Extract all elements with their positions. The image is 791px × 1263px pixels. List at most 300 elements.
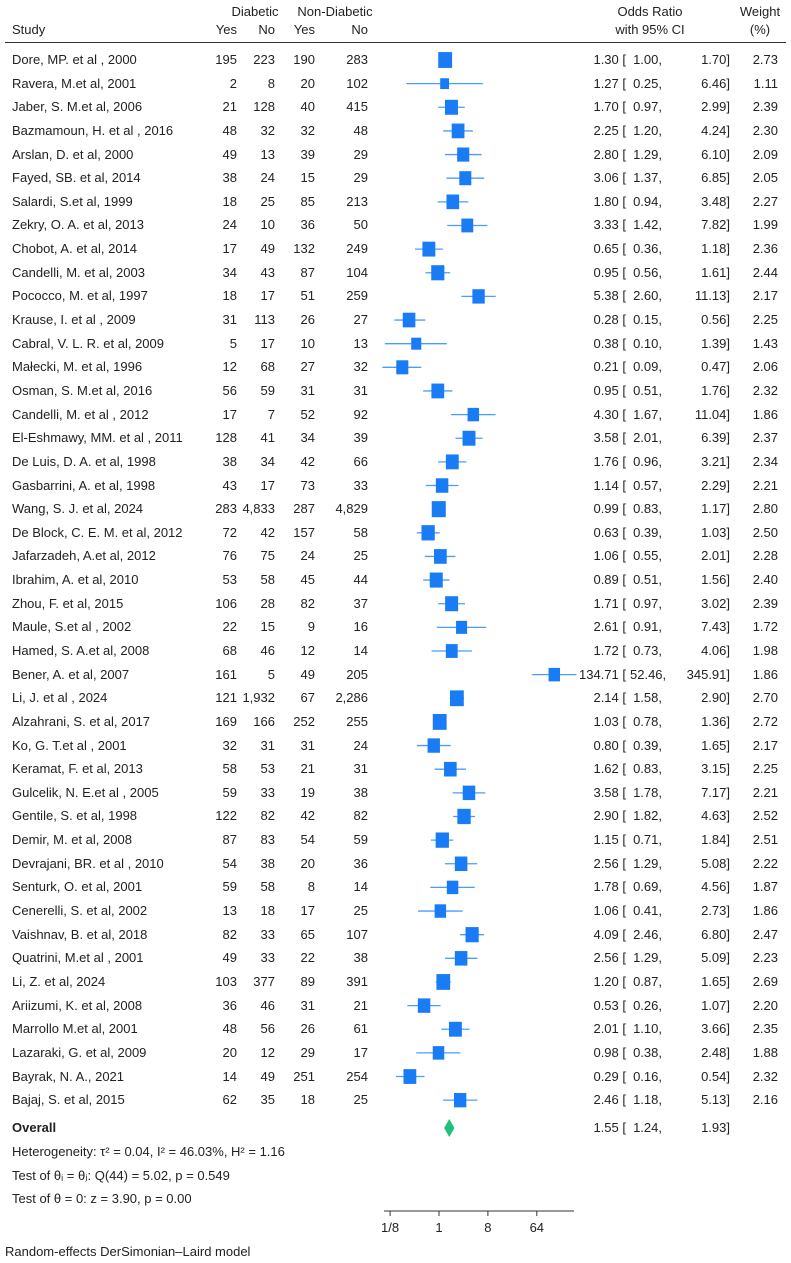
diabetic-no-count: 83 bbox=[260, 832, 275, 848]
odds-ratio-value: 0.98 [ bbox=[593, 1044, 626, 1060]
weight-value: 2.23 bbox=[752, 950, 778, 966]
study-name: Jafarzadeh, A.et al, 2012 bbox=[12, 548, 156, 564]
nondiabetic-yes-count: 24 bbox=[300, 548, 315, 564]
nondiabetic-yes-count: 65 bbox=[300, 926, 315, 942]
diabetic-yes-count: 12 bbox=[222, 359, 237, 375]
ci-upper-value: 7.82] bbox=[701, 217, 730, 233]
study-box bbox=[446, 644, 458, 658]
nondiabetic-yes-count: 15 bbox=[300, 170, 315, 186]
odds-ratio-value: 0.80 [ bbox=[593, 737, 626, 753]
weight-value: 2.22 bbox=[752, 855, 778, 871]
nondiabetic-yes-count: 31 bbox=[300, 997, 315, 1013]
study-box bbox=[444, 762, 457, 777]
diabetic-yes-count: 48 bbox=[222, 122, 237, 138]
diabetic-yes-count: 82 bbox=[222, 926, 237, 942]
weight-value: 1.43 bbox=[752, 335, 778, 351]
ci-upper-value: 6.10] bbox=[701, 146, 730, 162]
nondiabetic-no-count: 58 bbox=[353, 524, 368, 540]
weight-value: 2.39 bbox=[752, 99, 778, 115]
odds-ratio-value: 1.70 [ bbox=[593, 99, 626, 115]
odds-ratio-value: 1.15 [ bbox=[593, 832, 626, 848]
ci-lower-value: 1.10, bbox=[633, 1021, 662, 1037]
nondiabetic-no-count: 102 bbox=[346, 75, 368, 91]
diabetic-yes-count: 13 bbox=[222, 903, 237, 919]
weight-value: 1.11 bbox=[753, 75, 778, 91]
ci-lower-value: 0.91, bbox=[633, 619, 662, 635]
diabetic-yes-count: 2 bbox=[229, 75, 237, 91]
study-name: Zekry, O. A. et al, 2013 bbox=[12, 217, 144, 233]
ci-upper-value: 5.13] bbox=[701, 1092, 730, 1108]
header-nondiabetic-yes: Yes bbox=[293, 22, 315, 37]
study-box bbox=[466, 927, 479, 942]
study-name: Ravera, M.et al, 2001 bbox=[12, 75, 137, 91]
diabetic-no-count: 17 bbox=[260, 288, 275, 304]
ci-upper-value: 3.66] bbox=[701, 1021, 730, 1037]
odds-ratio-value: 5.38 [ bbox=[593, 288, 626, 304]
weight-value: 1.99 bbox=[752, 217, 778, 233]
weight-value: 2.36 bbox=[752, 241, 778, 257]
nondiabetic-no-count: 29 bbox=[353, 170, 368, 186]
odds-ratio-value: 4.09 [ bbox=[593, 926, 626, 942]
diabetic-yes-count: 283 bbox=[215, 501, 237, 517]
diabetic-yes-count: 122 bbox=[215, 808, 237, 824]
nondiabetic-yes-count: 45 bbox=[300, 572, 315, 588]
nondiabetic-no-count: 254 bbox=[346, 1068, 368, 1084]
diabetic-no-count: 28 bbox=[260, 595, 275, 611]
ci-upper-value: 2.29] bbox=[701, 477, 730, 493]
study-name: Hamed, S. A.et al, 2008 bbox=[12, 643, 150, 658]
odds-ratio-value: 0.95 [ bbox=[593, 264, 626, 280]
diabetic-no-count: 18 bbox=[260, 903, 275, 919]
diabetic-yes-count: 121 bbox=[215, 690, 237, 706]
diabetic-no-count: 8 bbox=[267, 75, 275, 91]
ci-upper-value: 6.80] bbox=[701, 926, 730, 942]
nondiabetic-no-count: 36 bbox=[353, 855, 368, 871]
study-name: Ko, G. T.et al , 2001 bbox=[12, 737, 127, 753]
nondiabetic-yes-count: 52 bbox=[300, 406, 315, 422]
diabetic-no-count: 49 bbox=[260, 1068, 275, 1084]
odds-ratio-value: 1.72 [ bbox=[593, 643, 626, 658]
study-name: Jaber, S. M.et al, 2006 bbox=[12, 99, 143, 115]
odds-ratio-value: 0.28 [ bbox=[593, 312, 626, 328]
nondiabetic-no-count: 29 bbox=[353, 146, 368, 162]
odds-ratio-value: 2.01 [ bbox=[593, 1021, 626, 1037]
ci-upper-value: 5.08] bbox=[701, 855, 730, 871]
nondiabetic-no-count: 391 bbox=[346, 973, 368, 989]
ci-upper-value: 11.13] bbox=[694, 288, 730, 304]
study-name: Pococco, M. et al, 1997 bbox=[12, 288, 148, 304]
ci-lower-value: 52.46, bbox=[630, 666, 667, 682]
odds-ratio-value: 2.46 [ bbox=[593, 1092, 626, 1108]
overall-or-value: 1.55 bbox=[593, 1120, 619, 1135]
ci-lower-value: 0.51, bbox=[633, 382, 662, 398]
odds-ratio-value: 0.21 [ bbox=[593, 359, 626, 375]
test-zero-stats: Test of θ = 0: z = 3.90, p = 0.00 bbox=[12, 1191, 192, 1206]
odds-ratio-value: 0.38 [ bbox=[593, 335, 626, 351]
study-name: De Block, C. E. M. et al, 2012 bbox=[12, 524, 183, 540]
ci-upper-value: 1.65] bbox=[701, 737, 730, 753]
nondiabetic-yes-count: 8 bbox=[307, 879, 315, 895]
odds-ratio-value: 1.06 [ bbox=[593, 548, 626, 564]
diabetic-no-count: 31 bbox=[260, 737, 275, 753]
study-name: Maule, S.et al , 2002 bbox=[12, 619, 132, 635]
odds-ratio-value: 1.71 [ bbox=[593, 595, 626, 611]
ci-upper-value: 1.03] bbox=[701, 524, 730, 540]
ci-lower-value: 1.00, bbox=[633, 52, 662, 67]
weight-value: 2.35 bbox=[752, 1021, 778, 1037]
nondiabetic-no-count: 37 bbox=[353, 595, 368, 611]
ci-upper-value: 4.56] bbox=[701, 879, 730, 895]
diabetic-yes-count: 72 bbox=[222, 524, 237, 540]
nondiabetic-yes-count: 251 bbox=[293, 1068, 315, 1084]
odds-ratio-value: 1.20 [ bbox=[593, 973, 626, 989]
study-box bbox=[446, 454, 459, 469]
odds-ratio-value: 1.80 [ bbox=[593, 193, 626, 209]
ci-upper-value: 2.99] bbox=[701, 99, 730, 115]
nondiabetic-yes-count: 49 bbox=[300, 666, 315, 682]
ci-upper-value: 2.73] bbox=[701, 903, 730, 919]
nondiabetic-yes-count: 51 bbox=[300, 288, 315, 304]
ci-upper-value: 1.76] bbox=[701, 382, 730, 398]
ci-upper-value: 2.90] bbox=[701, 690, 730, 706]
study-box bbox=[418, 998, 430, 1012]
weight-value: 2.37 bbox=[752, 430, 778, 446]
diabetic-yes-count: 48 bbox=[222, 1021, 237, 1037]
ci-upper-value: 6.85] bbox=[701, 170, 730, 186]
ci-lower-value: 0.36, bbox=[633, 241, 662, 257]
nondiabetic-no-count: 17 bbox=[353, 1044, 368, 1060]
weight-value: 2.32 bbox=[752, 382, 778, 398]
nondiabetic-yes-count: 26 bbox=[300, 312, 315, 328]
ci-lower-value: 1.29, bbox=[633, 855, 662, 871]
nondiabetic-no-count: 50 bbox=[353, 217, 368, 233]
diabetic-no-count: 17 bbox=[260, 335, 275, 351]
study-box bbox=[445, 596, 458, 611]
weight-value: 2.21 bbox=[752, 477, 778, 493]
ci-lower-value: 0.97, bbox=[633, 99, 662, 115]
nondiabetic-yes-count: 31 bbox=[300, 737, 315, 753]
weight-value: 2.09 bbox=[752, 146, 778, 162]
weight-value: 2.25 bbox=[752, 312, 778, 328]
diabetic-no-count: 68 bbox=[260, 359, 275, 375]
odds-ratio-value: 2.61 [ bbox=[593, 619, 626, 635]
study-box bbox=[431, 384, 444, 399]
odds-ratio-value: 2.90 [ bbox=[593, 808, 626, 824]
nondiabetic-no-count: 31 bbox=[353, 761, 368, 777]
nondiabetic-no-count: 14 bbox=[353, 643, 368, 658]
header-diabetic-no: No bbox=[258, 22, 275, 37]
diabetic-yes-count: 58 bbox=[222, 761, 237, 777]
diabetic-no-count: 12 bbox=[260, 1044, 275, 1060]
nondiabetic-no-count: 48 bbox=[353, 122, 368, 138]
diabetic-no-count: 17 bbox=[260, 477, 275, 493]
diabetic-no-count: 34 bbox=[260, 453, 275, 469]
weight-value: 2.16 bbox=[752, 1092, 778, 1108]
nondiabetic-no-count: 104 bbox=[346, 264, 368, 280]
nondiabetic-no-count: 205 bbox=[346, 666, 368, 682]
nondiabetic-no-count: 259 bbox=[346, 288, 368, 304]
study-name: Cenerelli, S. et al, 2002 bbox=[12, 903, 148, 919]
study-name: Salardi, S.et al, 1999 bbox=[12, 193, 133, 209]
study-box bbox=[457, 809, 470, 824]
study-name: Devrajani, BR. et al , 2010 bbox=[12, 855, 164, 871]
odds-ratio-value: 2.80 [ bbox=[593, 146, 626, 162]
nondiabetic-no-count: 82 bbox=[353, 808, 368, 824]
ci-lower-value: 2.60, bbox=[633, 288, 662, 304]
diabetic-yes-count: 128 bbox=[215, 430, 237, 446]
diabetic-no-count: 4,833 bbox=[242, 501, 275, 517]
diabetic-no-count: 1,932 bbox=[242, 690, 275, 706]
study-box bbox=[430, 573, 443, 588]
ci-lower-value: 0.38, bbox=[633, 1044, 662, 1060]
ci-upper-value: 1.56] bbox=[701, 572, 730, 588]
ci-upper-value: 7.17] bbox=[701, 784, 730, 800]
odds-ratio-value: 2.56 [ bbox=[593, 950, 626, 966]
diabetic-no-count: 42 bbox=[260, 524, 275, 540]
diabetic-no-count: 46 bbox=[260, 997, 275, 1013]
study-box bbox=[403, 313, 416, 328]
diabetic-no-count: 58 bbox=[260, 879, 275, 895]
diabetic-no-count: 377 bbox=[253, 973, 275, 989]
ci-upper-value: 3.15] bbox=[701, 761, 730, 777]
ci-lower-value: 0.16, bbox=[633, 1068, 662, 1084]
nondiabetic-yes-count: 252 bbox=[293, 713, 315, 729]
diabetic-no-count: 13 bbox=[260, 146, 275, 162]
study-box bbox=[445, 100, 458, 115]
study-box bbox=[438, 52, 452, 68]
study-box bbox=[396, 360, 408, 374]
study-box bbox=[450, 690, 464, 706]
diabetic-yes-count: 34 bbox=[222, 264, 237, 280]
nondiabetic-yes-count: 85 bbox=[300, 193, 315, 209]
study-name: Gulcelik, N. E.et al , 2005 bbox=[12, 784, 159, 800]
diabetic-yes-count: 43 bbox=[222, 477, 237, 493]
diabetic-yes-count: 87 bbox=[222, 832, 237, 848]
study-name: Quatrini, M.et al , 2001 bbox=[12, 950, 144, 966]
study-box bbox=[433, 714, 447, 730]
study-box bbox=[436, 832, 449, 847]
overall-label: Overall bbox=[12, 1120, 57, 1135]
study-box bbox=[431, 265, 444, 280]
nondiabetic-yes-count: 132 bbox=[293, 241, 315, 257]
ci-lower-value: 0.41, bbox=[633, 903, 662, 919]
study-box bbox=[446, 195, 459, 210]
ci-upper-value: 4.24] bbox=[701, 122, 730, 138]
x-tick-label: 8 bbox=[484, 1220, 492, 1235]
odds-ratio-value: 3.58 [ bbox=[593, 430, 626, 446]
weight-value: 2.27 bbox=[752, 193, 778, 209]
ci-upper-value: 6.46] bbox=[701, 75, 730, 91]
odds-ratio-value: 0.99 [ bbox=[593, 501, 626, 517]
nondiabetic-no-count: 415 bbox=[346, 99, 368, 115]
nondiabetic-yes-count: 36 bbox=[300, 217, 315, 233]
study-box bbox=[435, 904, 446, 917]
ci-upper-value: 2.01] bbox=[701, 548, 730, 564]
study-box bbox=[434, 549, 447, 564]
diabetic-yes-count: 53 bbox=[222, 572, 237, 588]
nondiabetic-yes-count: 21 bbox=[300, 761, 315, 777]
nondiabetic-yes-count: 32 bbox=[300, 122, 315, 138]
diabetic-yes-count: 21 bbox=[222, 99, 237, 115]
weight-value: 2.70 bbox=[752, 690, 778, 706]
study-name: Candelli, M. et al, 2003 bbox=[12, 264, 145, 280]
study-name: Bajaj, S. et al, 2015 bbox=[12, 1092, 125, 1108]
nondiabetic-no-count: 13 bbox=[353, 335, 368, 351]
weight-value: 1.86 bbox=[752, 666, 778, 682]
nondiabetic-no-count: 25 bbox=[353, 1092, 368, 1108]
nondiabetic-yes-count: 89 bbox=[300, 973, 315, 989]
nondiabetic-yes-count: 34 bbox=[300, 430, 315, 446]
nondiabetic-no-count: 16 bbox=[353, 619, 368, 635]
diabetic-no-count: 49 bbox=[260, 241, 275, 257]
weight-value: 2.34 bbox=[752, 453, 778, 469]
ci-upper-value: 0.47] bbox=[701, 359, 730, 375]
nondiabetic-no-count: 38 bbox=[353, 950, 368, 966]
model-footnote: Random-effects DerSimonian–Laird model bbox=[5, 1244, 251, 1259]
overall-or: 1.55 [ bbox=[593, 1120, 626, 1135]
diabetic-yes-count: 49 bbox=[222, 146, 237, 162]
odds-ratio-value: 0.53 [ bbox=[593, 997, 626, 1013]
study-name: Candelli, M. et al , 2012 bbox=[12, 406, 149, 422]
odds-ratio-value: 4.30 [ bbox=[593, 406, 626, 422]
study-name: Ariizumi, K. et al, 2008 bbox=[12, 997, 143, 1013]
nondiabetic-yes-count: 73 bbox=[300, 477, 315, 493]
study-box bbox=[457, 147, 469, 161]
weight-value: 2.69 bbox=[752, 973, 778, 989]
diabetic-no-count: 32 bbox=[260, 122, 275, 138]
weight-value: 2.20 bbox=[752, 997, 778, 1013]
diabetic-yes-count: 17 bbox=[222, 406, 237, 422]
odds-ratio-value: 1.14 [ bbox=[593, 477, 626, 493]
ci-lower-value: 0.26, bbox=[633, 997, 662, 1013]
odds-ratio-value: 1.62 [ bbox=[593, 761, 626, 777]
nondiabetic-no-count: 33 bbox=[353, 477, 368, 493]
odds-ratio-value: 0.65 [ bbox=[593, 241, 626, 257]
study-box bbox=[454, 1093, 466, 1107]
weight-value: 1.87 bbox=[752, 879, 778, 895]
study-box bbox=[455, 857, 468, 872]
weight-value: 2.50 bbox=[752, 524, 778, 540]
diabetic-no-count: 59 bbox=[260, 382, 275, 398]
odds-ratio-value: 3.06 [ bbox=[593, 170, 626, 186]
nondiabetic-yes-count: 27 bbox=[300, 359, 315, 375]
diabetic-no-count: 33 bbox=[260, 784, 275, 800]
nondiabetic-no-count: 25 bbox=[353, 903, 368, 919]
study-name: Demir, M. et al, 2008 bbox=[12, 832, 132, 848]
overall-ci-low: 1.24, bbox=[633, 1120, 662, 1135]
nondiabetic-yes-count: 22 bbox=[300, 950, 315, 966]
nondiabetic-no-count: 213 bbox=[346, 193, 368, 209]
nondiabetic-no-count: 61 bbox=[353, 1021, 368, 1037]
diabetic-no-count: 53 bbox=[260, 761, 275, 777]
nondiabetic-yes-count: 29 bbox=[300, 1044, 315, 1060]
nondiabetic-yes-count: 87 bbox=[300, 264, 315, 280]
diabetic-yes-count: 17 bbox=[222, 241, 237, 257]
ci-lower-value: 0.73, bbox=[633, 643, 662, 658]
odds-ratio-value: 1.78 [ bbox=[593, 879, 626, 895]
nondiabetic-no-count: 27 bbox=[353, 312, 368, 328]
diabetic-no-count: 46 bbox=[260, 643, 275, 658]
ci-lower-value: 1.67, bbox=[633, 406, 662, 422]
diabetic-no-count: 75 bbox=[260, 548, 275, 564]
nondiabetic-yes-count: 12 bbox=[300, 643, 315, 658]
weight-value: 2.17 bbox=[752, 737, 778, 753]
diabetic-no-count: 10 bbox=[260, 217, 275, 233]
diabetic-no-count: 113 bbox=[254, 312, 275, 328]
study-name: Bazmamoun, H. et al , 2016 bbox=[12, 122, 174, 138]
ci-lower-value: 1.78, bbox=[633, 784, 662, 800]
weight-value: 1.72 bbox=[752, 619, 778, 635]
nondiabetic-no-count: 21 bbox=[353, 997, 368, 1013]
diabetic-no-count: 223 bbox=[253, 52, 275, 67]
ci-lower-value: 0.83, bbox=[633, 501, 662, 517]
header-nondiabetic-no: No bbox=[351, 22, 368, 37]
ci-lower-value: 1.29, bbox=[633, 950, 662, 966]
study-name: Senturk, O. et al, 2001 bbox=[12, 879, 143, 895]
header-odds-ratio: Odds Ratio bbox=[617, 4, 683, 19]
nondiabetic-no-count: 249 bbox=[346, 241, 368, 257]
odds-ratio-value: 0.95 [ bbox=[593, 382, 626, 398]
ci-upper-value: 1.84] bbox=[701, 832, 730, 848]
diabetic-yes-count: 54 bbox=[222, 855, 237, 871]
ci-upper-value: 1.65] bbox=[701, 973, 730, 989]
study-name: Zhou, F. et al, 2015 bbox=[12, 595, 124, 611]
study-box bbox=[411, 338, 421, 350]
diabetic-no-count: 41 bbox=[260, 430, 275, 446]
study-box bbox=[459, 171, 471, 185]
diabetic-yes-count: 38 bbox=[222, 170, 237, 186]
ci-upper-value: 6.39] bbox=[701, 430, 730, 446]
ci-lower-value: 1.58, bbox=[633, 690, 662, 706]
diabetic-yes-count: 36 bbox=[222, 997, 237, 1013]
nondiabetic-yes-count: 39 bbox=[300, 146, 315, 162]
x-tick-label: 1/8 bbox=[381, 1220, 400, 1235]
ci-upper-value: 4.63] bbox=[701, 808, 730, 824]
study-box bbox=[463, 786, 475, 800]
study-box bbox=[432, 501, 446, 517]
weight-value: 2.25 bbox=[752, 761, 778, 777]
weight-value: 2.73 bbox=[752, 52, 778, 67]
odds-ratio-value: 1.30 [ bbox=[593, 52, 626, 67]
ci-upper-value: 345.91] bbox=[686, 666, 730, 682]
diabetic-no-count: 128 bbox=[253, 99, 275, 115]
odds-ratio-value: 0.63 [ bbox=[593, 524, 626, 540]
diabetic-yes-count: 22 bbox=[222, 619, 237, 635]
nondiabetic-no-count: 24 bbox=[353, 737, 368, 753]
diabetic-no-count: 5 bbox=[267, 666, 275, 682]
study-name: Marrollo M.et al, 2001 bbox=[12, 1021, 138, 1037]
ci-upper-value: 4.06] bbox=[701, 643, 730, 658]
diabetic-yes-count: 68 bbox=[222, 643, 237, 658]
ci-lower-value: 0.69, bbox=[633, 879, 662, 895]
ci-lower-value: 0.94, bbox=[633, 193, 662, 209]
study-name: De Luis, D. A. et al, 1998 bbox=[12, 453, 156, 469]
overall-diamond bbox=[444, 1119, 454, 1137]
weight-value: 2.32 bbox=[752, 1068, 778, 1084]
ci-upper-value: 1.36] bbox=[701, 713, 730, 729]
study-name: Gasbarrini, A. et al, 1998 bbox=[12, 477, 156, 493]
ci-upper-value: 1.07] bbox=[701, 997, 730, 1013]
diabetic-no-count: 43 bbox=[260, 264, 275, 280]
odds-ratio-value: 2.25 [ bbox=[593, 122, 626, 138]
ci-lower-value: 0.87, bbox=[633, 973, 662, 989]
diabetic-yes-count: 59 bbox=[222, 784, 237, 800]
weight-value: 2.40 bbox=[752, 572, 778, 588]
diabetic-yes-count: 18 bbox=[222, 193, 237, 209]
study-name: Arslan, D. et al, 2000 bbox=[12, 146, 134, 162]
study-name: Fayed, SB. et al, 2014 bbox=[12, 170, 141, 186]
diabetic-no-count: 35 bbox=[260, 1092, 275, 1108]
